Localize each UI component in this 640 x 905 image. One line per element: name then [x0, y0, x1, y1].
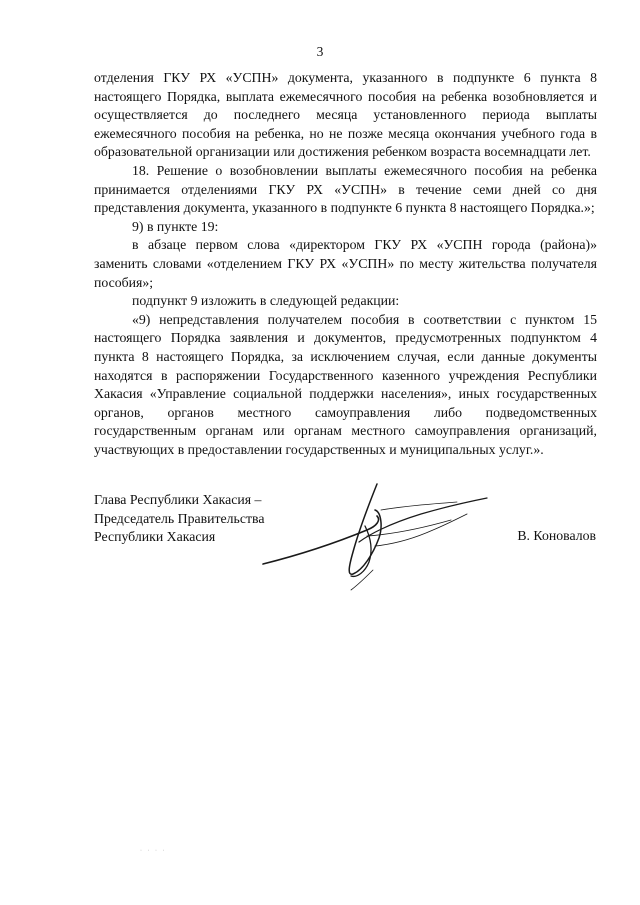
paragraph-first-abzac: в абзаце первом слова «директором ГКУ РХ «УСПН города (района)» заменить словами «отделением ГКУ РХ «УСПН» по месту жительства получателя пособия»; [94, 237, 597, 290]
signatory-title-line-3: Республики Хакасия [94, 529, 216, 545]
page-number: 3 [316, 44, 324, 59]
signatory-title-line-2: Председатель Правительства [94, 510, 265, 526]
signatory-name: В. Коновалов [517, 528, 596, 543]
footer-mark: · · · · [140, 848, 167, 854]
paragraph-item-9: 9) в пункте 19: [132, 218, 219, 234]
paragraph-point-18: 18. Решение о возобновлении выплаты ежемесячного пособия на ребенка принимается отделениями ГКУ РХ «УСПН» в течение семи дней со дня представления документа, указанного в подпункте 6 пункта 8 настоящего Порядка.»; [94, 162, 597, 216]
paragraph-continuation: отделения ГКУ РХ «УСПН» документа, указанного в подпункте 6 пункта 8 настоящего Порядка, выплата ежемесячного пособия на ребенка возобновляется и осуществляется до последнего месяца установленного периода выплаты ежемесячного пособия на ребенка, но не позже месяца окончания учебного года в образовательной организации или достижения ребенком возраста восемнадцати лет. [94, 70, 597, 160]
document-body [94, 69, 597, 459]
handwritten-signature [255, 480, 495, 605]
signatory-title-line-1: Глава Республики Хакасия – [94, 492, 262, 507]
signatory-title [94, 491, 264, 547]
paragraph-subitem-9: подпункт 9 изложить в следующей редакции: [132, 293, 400, 309]
paragraph-quoted-subitem-9: «9) непредставления получателем пособия в соответствии с пунктом 15 настоящего Порядка заявления и документов, предусмотренных подпунктом 4 пункта 8 настоящего Порядка, за исключением случая, если данные документы находятся в распоряжении Государственного казенного учреждения Республики Хакасия «Управление социальной поддержки населения», иных государственных органов, органов местного самоуправления либо подведомственных государственным органам или органам местного самоуправления организаций, участвующих в предоставлении государственных и муниципальных услуг.». [94, 311, 597, 457]
